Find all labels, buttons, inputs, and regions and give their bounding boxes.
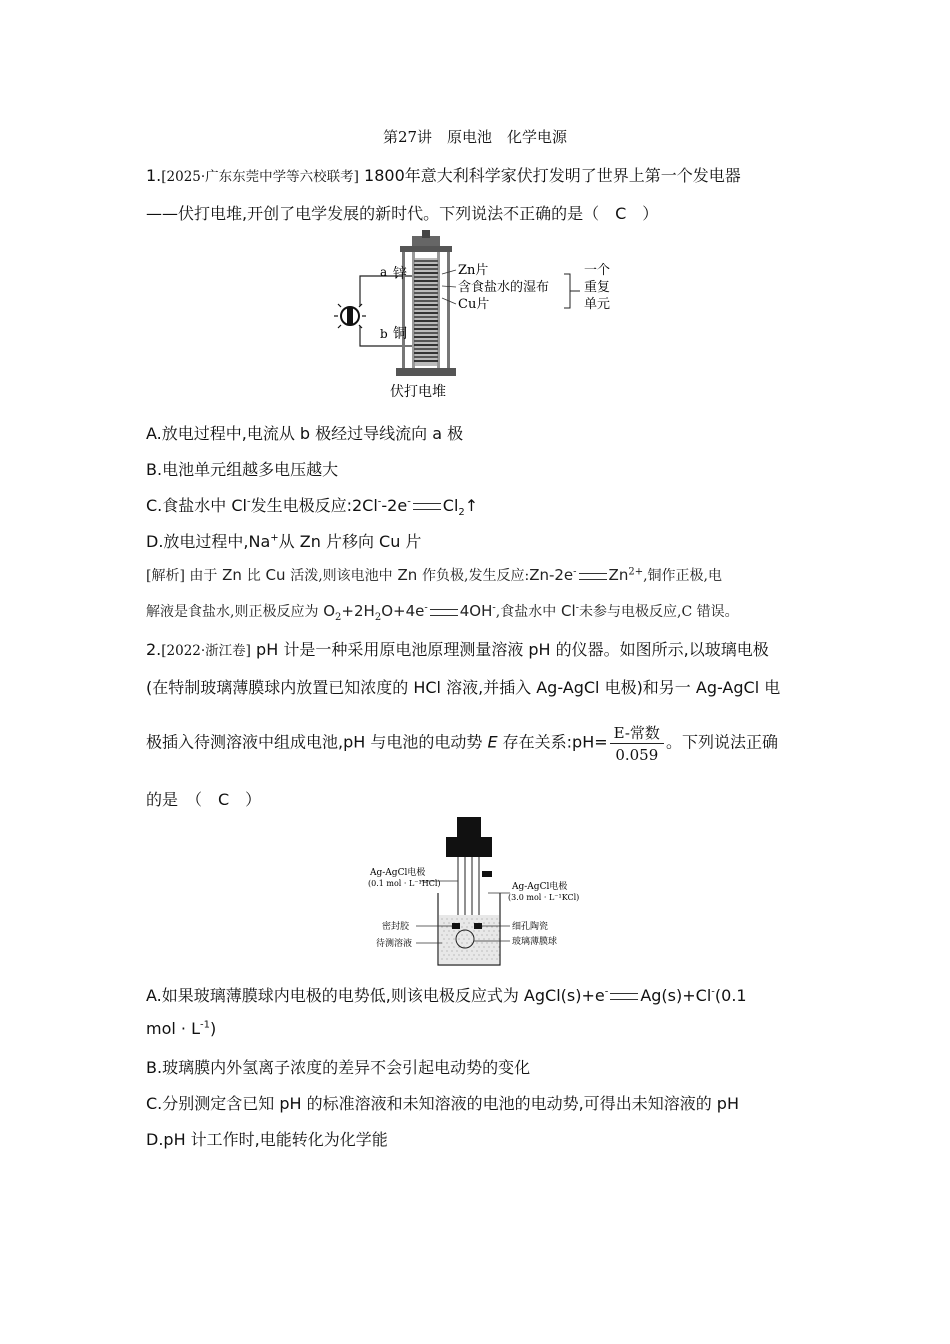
pile-disc [414,292,438,294]
ph-formula-fraction: $\frac{\text{E-常数}}{0.059}$ [610,722,664,764]
solution-dot [474,955,475,956]
solution-dot [487,959,488,960]
pile-disc [414,336,438,338]
solution-dot [447,951,448,952]
glass-ball-label: 玻璃薄膜球 [512,937,558,947]
q1-analysis-line1: [解析] 由于 Zn 比 Cu 活泼,则该电池中 Zn 作负极,发生反应:Zn-2e- $Zn^{2+}$,铜作正极,电 [146,566,722,584]
equals-sign [430,609,458,616]
q2-option-d: D.pH 计工作时,电能转化为化学能 [146,1130,388,1149]
solution-dot [462,927,463,928]
solution-dot [454,947,455,948]
solution-dot [442,919,443,920]
q1-option-b: B.电池单元组越多电压越大 [146,460,339,479]
solution-dot [482,943,483,944]
solution-dot [467,919,468,920]
voltaic-pile-figure [330,228,630,403]
solution-dot [454,955,455,956]
solution-dot [442,951,443,952]
solution-dot [449,947,450,948]
solution-dot [497,919,498,920]
solution-dot [454,939,455,940]
q2-option-c: C.分别测定含已知 pH 的标准溶液和未知溶液的电池的电动势,可得出未知溶液的 pH [146,1094,739,1113]
solution-dot [462,935,463,936]
solution-dot [474,947,475,948]
q2-option-a-line1: A.如果玻璃薄膜球内电极的电势低,则该电极反应式为 AgCl(s)+e- Ag(s)+Cl-(0.1 [146,986,747,1005]
solution-dot [469,955,470,956]
pile-disc [414,280,438,282]
solution-dot [484,955,485,956]
solution-dot [487,943,488,944]
pile-label-a: a [380,265,388,279]
q2-option-a-line2: mol · $L^{-1}$) [146,1019,217,1038]
solution-dot [462,951,463,952]
q2-stem-line3: 极插入待测溶液中组成电池,pH 与电池的电动势 E 存在关系:pH= $\frac{\text{E-常数}}{0.059}$ 。下列说法正确 [146,724,778,764]
pile-stack [396,230,456,376]
pile-label-copper: 铜 [393,326,407,342]
solution-dot [459,939,460,940]
solution-dot [442,959,443,960]
seal-label: 密封胶 [382,922,410,932]
solution-dot [452,943,453,944]
wire-a [360,276,418,306]
solution-dot [454,931,455,932]
solution-dot [457,951,458,952]
q1-number: 1. [146,166,162,185]
solution-dot [472,927,473,928]
solution-dot [494,923,495,924]
solution-dot [499,923,500,924]
solution-dot [459,955,460,956]
solution-dot [492,927,493,928]
solution-dot [467,951,468,952]
solution-dot [492,951,493,952]
equals-sign [579,573,607,580]
solution-dot [444,955,445,956]
pile-disc [414,272,438,274]
solution-dot [482,935,483,936]
solution-dot [494,947,495,948]
solution-dot [484,947,485,948]
light-bulb-icon [334,304,366,328]
solution-dot [474,931,475,932]
q2-stem-line4: 的是 （ C ） [146,790,262,809]
pile-disc [414,328,438,330]
solution-dot [489,931,490,932]
q1-analysis-line2: 解液是食盐水,则正极反应为 $O_2+2H_2O+4e^-$ 4OH-,食盐水中 Cl-未参与电极反应,C 错误。 [146,602,739,623]
solution-dot [462,959,463,960]
seal-glue [452,923,460,929]
solution-dot [459,931,460,932]
solution-dot [452,935,453,936]
solution-dot [467,927,468,928]
solution-dot [497,927,498,928]
q2-option-b: B.玻璃膜内外氢离子浓度的差异不会引起电动势的变化 [146,1058,531,1077]
solution-dot [457,959,458,960]
pile-label-b: b [380,327,388,341]
bracket-text-3: 单元 [584,297,611,312]
solution-dot [452,919,453,920]
bracket-text-1: 一个 [584,263,611,278]
solution-dot [497,959,498,960]
solution-dot [472,919,473,920]
q2-stem-line1: 2.[2022·浙江卷] pH 计是一种采用原电池原理测量溶液 pH 的仪器。如图所示,以玻璃电极 [146,640,769,659]
q1-option-d: D.放电过程中,Na+从 Zn 片移向 Cu 片 [146,532,422,551]
q1-stem-line1 [146,163,741,186]
pile-disc [414,288,438,290]
solution-dot [477,919,478,920]
pile-disc [414,260,438,262]
pile-disc [414,304,438,306]
solution-dot [447,959,448,960]
solution-dot [459,947,460,948]
wire-b [360,326,418,346]
solution-dot [452,951,453,952]
pile-disc [414,268,438,270]
pile-disc [414,332,438,334]
solution-dot [462,919,463,920]
solution-dot [489,947,490,948]
q2-number: 2. [146,640,162,659]
solution-dot [477,943,478,944]
q2-stem-line2: (在特制玻璃薄膜球内放置已知浓度的 HCl 溶液,并插入 Ag-AgCl 电极)和另一 Ag-AgCl 电 [146,678,781,697]
ph-meter-figure [360,815,610,970]
pile-disc [414,356,438,358]
solution-dot [499,955,500,956]
solution-dot [497,943,498,944]
right-electrode-label: Ag-AgCl电极 [512,882,568,892]
repeat-unit-bracket [564,274,580,308]
solution-dot [464,939,465,940]
solution-dot [494,939,495,940]
solution-dot [487,919,488,920]
solution-dot [449,955,450,956]
meter-cap [457,817,481,837]
page-title: 第27讲 原电池 化学电源 [382,128,568,146]
right-electrode-conc: (3.0 mol · L⁻¹KCl) [508,893,580,902]
equals-sign [610,993,638,1000]
solution-dot [467,935,468,936]
solution-dot [452,959,453,960]
solution-label: 待测溶液 [376,939,413,949]
q1-source: [2025·广东东莞中学等六校联考] [161,169,359,185]
solution-dot [467,959,468,960]
pile-label-zinc: 锌 [393,266,407,282]
solution-dot [479,955,480,956]
solution-dot [482,919,483,920]
solution-dot [444,923,445,924]
solution-dot [444,939,445,940]
solution-dot [497,951,498,952]
pile-label-wet-cloth: 含食盐水的湿布 [458,280,550,295]
solution-dot [442,927,443,928]
solution-dot [499,939,500,940]
left-electrode-conc: (0.1 mol · L⁻¹HCl) [368,879,441,888]
solution-dot [482,951,483,952]
equals-sign [413,503,441,510]
solution-dot [499,931,500,932]
solution-dot [447,935,448,936]
solution-dot [464,923,465,924]
solution-dot [472,951,473,952]
solution-dot [482,959,483,960]
pile-disc [414,296,438,298]
solution-dot [499,947,500,948]
solution-dot [487,927,488,928]
pile-disc [414,340,438,342]
porous-ceramic [474,923,482,929]
solution-dot [457,919,458,920]
solution-dot [464,931,465,932]
solution-dot [492,959,493,960]
solution-dot [479,947,480,948]
solution-dot [449,931,450,932]
pile-disc [414,312,438,314]
solution-dot [464,947,465,948]
pile-disc [414,344,438,346]
q2-source: [2022·浙江卷] [161,643,251,659]
q1-stem-line2: ——伏打电堆,开创了电学发展的新时代。下列说法不正确的是（ C ） [146,204,659,223]
ceramic-label: 细孔陶瓷 [512,922,549,932]
solution-dot [489,939,490,940]
solution-dot [489,923,490,924]
pile-disc [414,308,438,310]
q1-option-c: C.食盐水中 Cl-发生电极反应:2Cl--2e- $Cl_2↑$ [146,496,479,519]
pile-disc [414,264,438,266]
solution-dot [484,931,485,932]
solution-dot [462,943,463,944]
solution-dot [497,935,498,936]
solution-dot [494,955,495,956]
pile-disc [414,284,438,286]
solution-dot [469,939,470,940]
pile-disc [414,348,438,350]
pile-disc [414,360,438,362]
bracket-text-2: 重复 [584,280,611,295]
solution-dot [449,923,450,924]
pile-label-zn-plate: Zn片 [458,263,489,278]
q1-option-a: A.放电过程中,电流从 b 极经过导线流向 a 极 [146,424,464,443]
solution-dot [477,951,478,952]
solution-dot [489,955,490,956]
pile-label-cu-plate: Cu片 [458,297,490,312]
solution-dot [444,931,445,932]
solution-dot [484,923,485,924]
solution-dot [479,931,480,932]
solution-dot [472,959,473,960]
solution-dot [477,959,478,960]
solution-dot [444,947,445,948]
meter-head [446,837,492,857]
solution-dot [479,939,480,940]
solution-dot [492,943,493,944]
pile-disc [414,324,438,326]
solution-dot [477,935,478,936]
solution-dot [492,919,493,920]
left-electrode-label: Ag-AgCl电极 [370,868,426,878]
pile-disc [414,276,438,278]
solution-dot [487,935,488,936]
pile-caption: 伏打电堆 [390,384,446,400]
pile-disc [414,316,438,318]
solution-dot [494,931,495,932]
solution-dot [447,927,448,928]
solution-dot [442,935,443,936]
solution-dot [464,955,465,956]
solution-dot [449,939,450,940]
pile-disc [414,300,438,302]
solution-dot [467,943,468,944]
solution-dot [447,919,448,920]
pile-disc [414,320,438,322]
pile-disc [414,352,438,354]
solution-dot [447,943,448,944]
solution-dot [469,923,470,924]
solution-dot [484,939,485,940]
q1-stem-text1: 1800年意大利科学家伏打发明了世界上第一个发电器 [358,166,741,185]
solution-dot [487,951,488,952]
solution-dot [492,935,493,936]
